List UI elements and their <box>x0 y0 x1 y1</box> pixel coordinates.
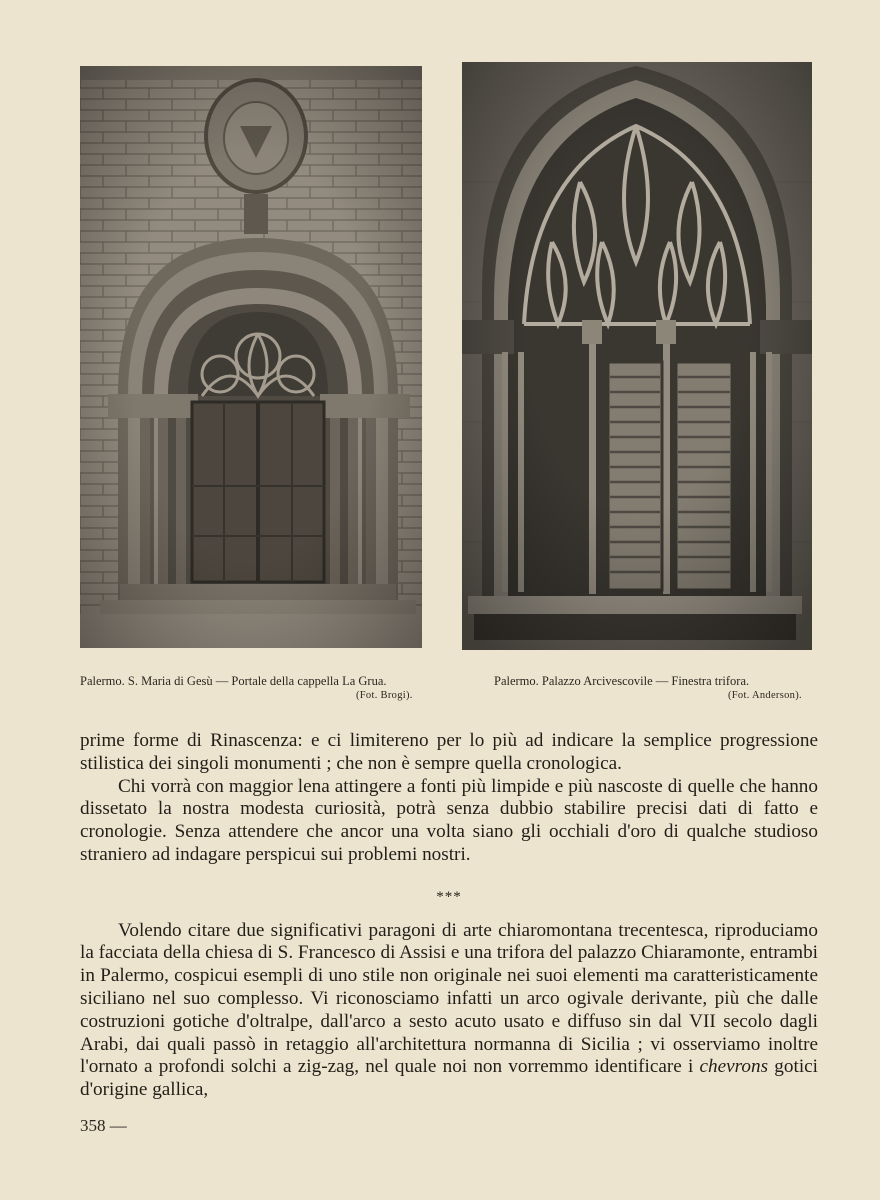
paragraph-1: prime forme di Rinascenza: e ci limitereno per lo più ad indicare la semplice progressione stilistica dei singoli monumenti ; che non è sempre quella cronologica. <box>80 730 818 774</box>
photo-finestra-trifora <box>462 62 812 650</box>
italic-term: chevrons <box>699 1056 769 1078</box>
figure-caption-left: Palermo. S. Maria di Gesù — Portale della cappella La Grua. <box>80 674 387 688</box>
photo-credit-left: (Fot. Brogi). <box>356 690 413 701</box>
photo-credit-right: (Fot. Anderson). <box>728 690 802 701</box>
paragraph-3 <box>80 920 818 1102</box>
paragraph-3-end: gotici d'origine gallica, <box>80 1056 818 1101</box>
page-number: 358 — <box>80 1116 127 1135</box>
photo-portal-la-grua <box>80 66 422 648</box>
section-separator: *** <box>436 888 462 905</box>
body-text <box>80 730 818 1102</box>
figure-caption-right: Palermo. Palazzo Arcivescovile — Finestra trifora. <box>494 674 750 688</box>
paragraph-2: Chi vorrà con maggior lena attingere a fonti più limpide e più nascoste di quelle che hanno dissetato la nostra modesta curiosità, potrà senza dubbio stabilire precisi dati di fatto e cronologie. Senza attendere che ancor una volta siano gli occhiali d'oro di qualche studioso straniero ad indagare perspicui sui problemi nostri. <box>80 775 818 865</box>
paragraph-3-text: Volendo citare due significativi paragoni di arte chiaromontana trecentesca, riproduciamo la facciata della chiesa di S. Francesco di Assisi e una trifora del palazzo Chiaramonte, entrambi in Palermo, cospicui esempli di uno stile non originale nei suoi elementi ma caratteristicamente siciliano nel suo complesso. Vi riconosciamo infatti un arco ogivale derivante, più che dalle costruzioni gotiche d'oltralpe, dall'arco a sesto acuto usato e diffuso sin dal VII secolo dagli Arabi, dai quali passò in retaggio all'architettura normanna di Sicilia ; vi osserviamo inoltre l'ornato a profondi solchi a zig-zag, nel quale noi non vorremmo identificare i <box>80 919 818 1078</box>
